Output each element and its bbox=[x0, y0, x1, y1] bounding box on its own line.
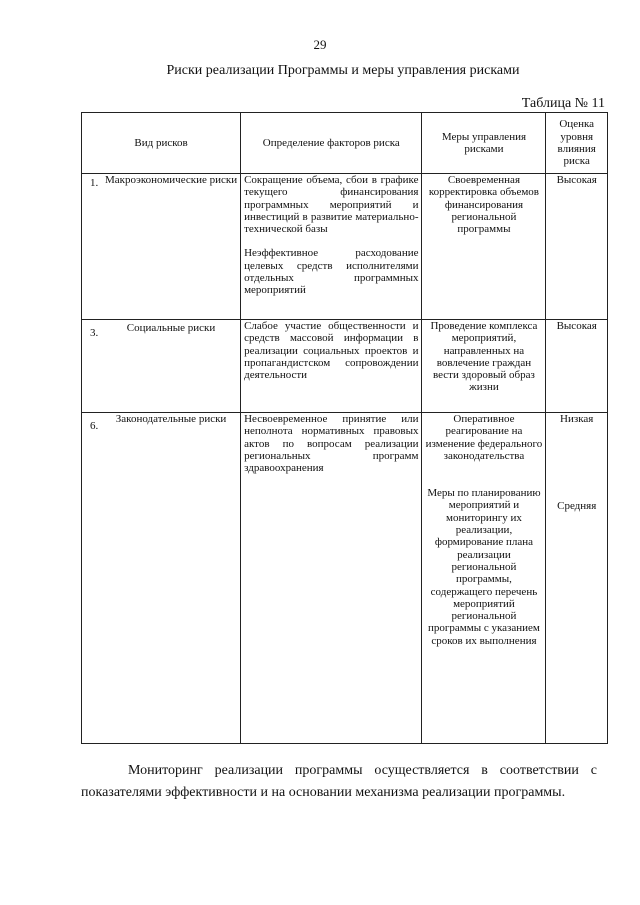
risk-factors-cell bbox=[241, 413, 422, 744]
table-row bbox=[82, 320, 608, 413]
row-number: 6. bbox=[90, 420, 99, 432]
risk-evaluation-cell bbox=[546, 413, 608, 744]
risk-evaluation-value: Высокая bbox=[556, 174, 597, 186]
row-number: 1. bbox=[90, 177, 99, 189]
risk-factors-cell bbox=[241, 320, 422, 413]
header-risk-measures: Меры управления рисками bbox=[422, 113, 546, 174]
risk-type-cell bbox=[82, 413, 241, 744]
risk-evaluation-cell bbox=[546, 174, 608, 320]
risk-evaluation-value: Высокая bbox=[556, 320, 597, 332]
risk-measures-cell bbox=[422, 413, 546, 744]
risk-evaluation-value: Средняя bbox=[557, 500, 597, 513]
risk-type-cell bbox=[82, 174, 241, 320]
risk-measure-text: Своевременная корректировка объемов финансирования региональной программы bbox=[428, 174, 539, 236]
risk-type-label: Законодательные риски bbox=[115, 413, 227, 425]
risk-measure-text: Меры по планированию мероприятий и мониторингу их реализации, формирование плана реализации региональной программы, содержащего перечень мероприятий региональной программы с указанием сроков их выполнения bbox=[427, 487, 541, 647]
risk-type-cell bbox=[82, 320, 241, 413]
header-risk-evaluation: Оценка уровня влияния риска bbox=[546, 113, 608, 174]
header-risk-type: Вид рисков bbox=[82, 113, 241, 174]
risk-evaluation-value: Низкая bbox=[560, 413, 594, 425]
risk-evaluation-cell bbox=[546, 320, 608, 413]
row-number: 3. bbox=[90, 327, 99, 339]
table-row bbox=[82, 174, 608, 320]
page-number: 29 bbox=[313, 37, 327, 52]
document-title: Риски реализации Программы и меры управления рисками bbox=[166, 63, 520, 78]
risk-measure-text: Проведение комплекса мероприятий, направленных на вовлечение граждан вести здоровый образ жизни bbox=[430, 320, 538, 394]
risk-factor-text: Неэффективное расходование целевых средств исполнителями отдельных программных мероприятий bbox=[244, 247, 419, 297]
risk-type-label: Социальные риски bbox=[126, 322, 216, 334]
table-caption: Таблица № 11 bbox=[521, 96, 605, 111]
risk-table bbox=[81, 112, 608, 744]
table-row bbox=[82, 413, 608, 744]
risk-factor-text: Сокращение объема, сбои в графике текущего финансирования программных мероприятий и инвестиций в развитие материально-технической базы bbox=[244, 174, 419, 236]
risk-measures-cell bbox=[422, 174, 546, 320]
table-header-row bbox=[82, 113, 608, 174]
risk-type-label: Макроэкономические риски bbox=[105, 174, 238, 186]
monitoring-paragraph: Мониторинг реализации программы осуществляется в соответствии с показателями эффективности и на основании механизма реализации программы. bbox=[81, 763, 597, 800]
risk-factor-text: Несвоевременное принятие или неполнота нормативных правовых актов по вопросам реализации региональных программ здравоохранения bbox=[244, 413, 419, 475]
risk-measures-cell bbox=[422, 320, 546, 413]
risk-factor-text: Слабое участие общественности и средств массовой информации в реализации социальных проектов и пропагандистском сопровождении деятельности bbox=[244, 320, 419, 382]
risk-factors-cell bbox=[241, 174, 422, 320]
header-risk-factors: Определение факторов риска bbox=[241, 113, 422, 174]
risk-measure-text: Оперативное реагирование на изменение федерального законодательства bbox=[425, 413, 543, 462]
